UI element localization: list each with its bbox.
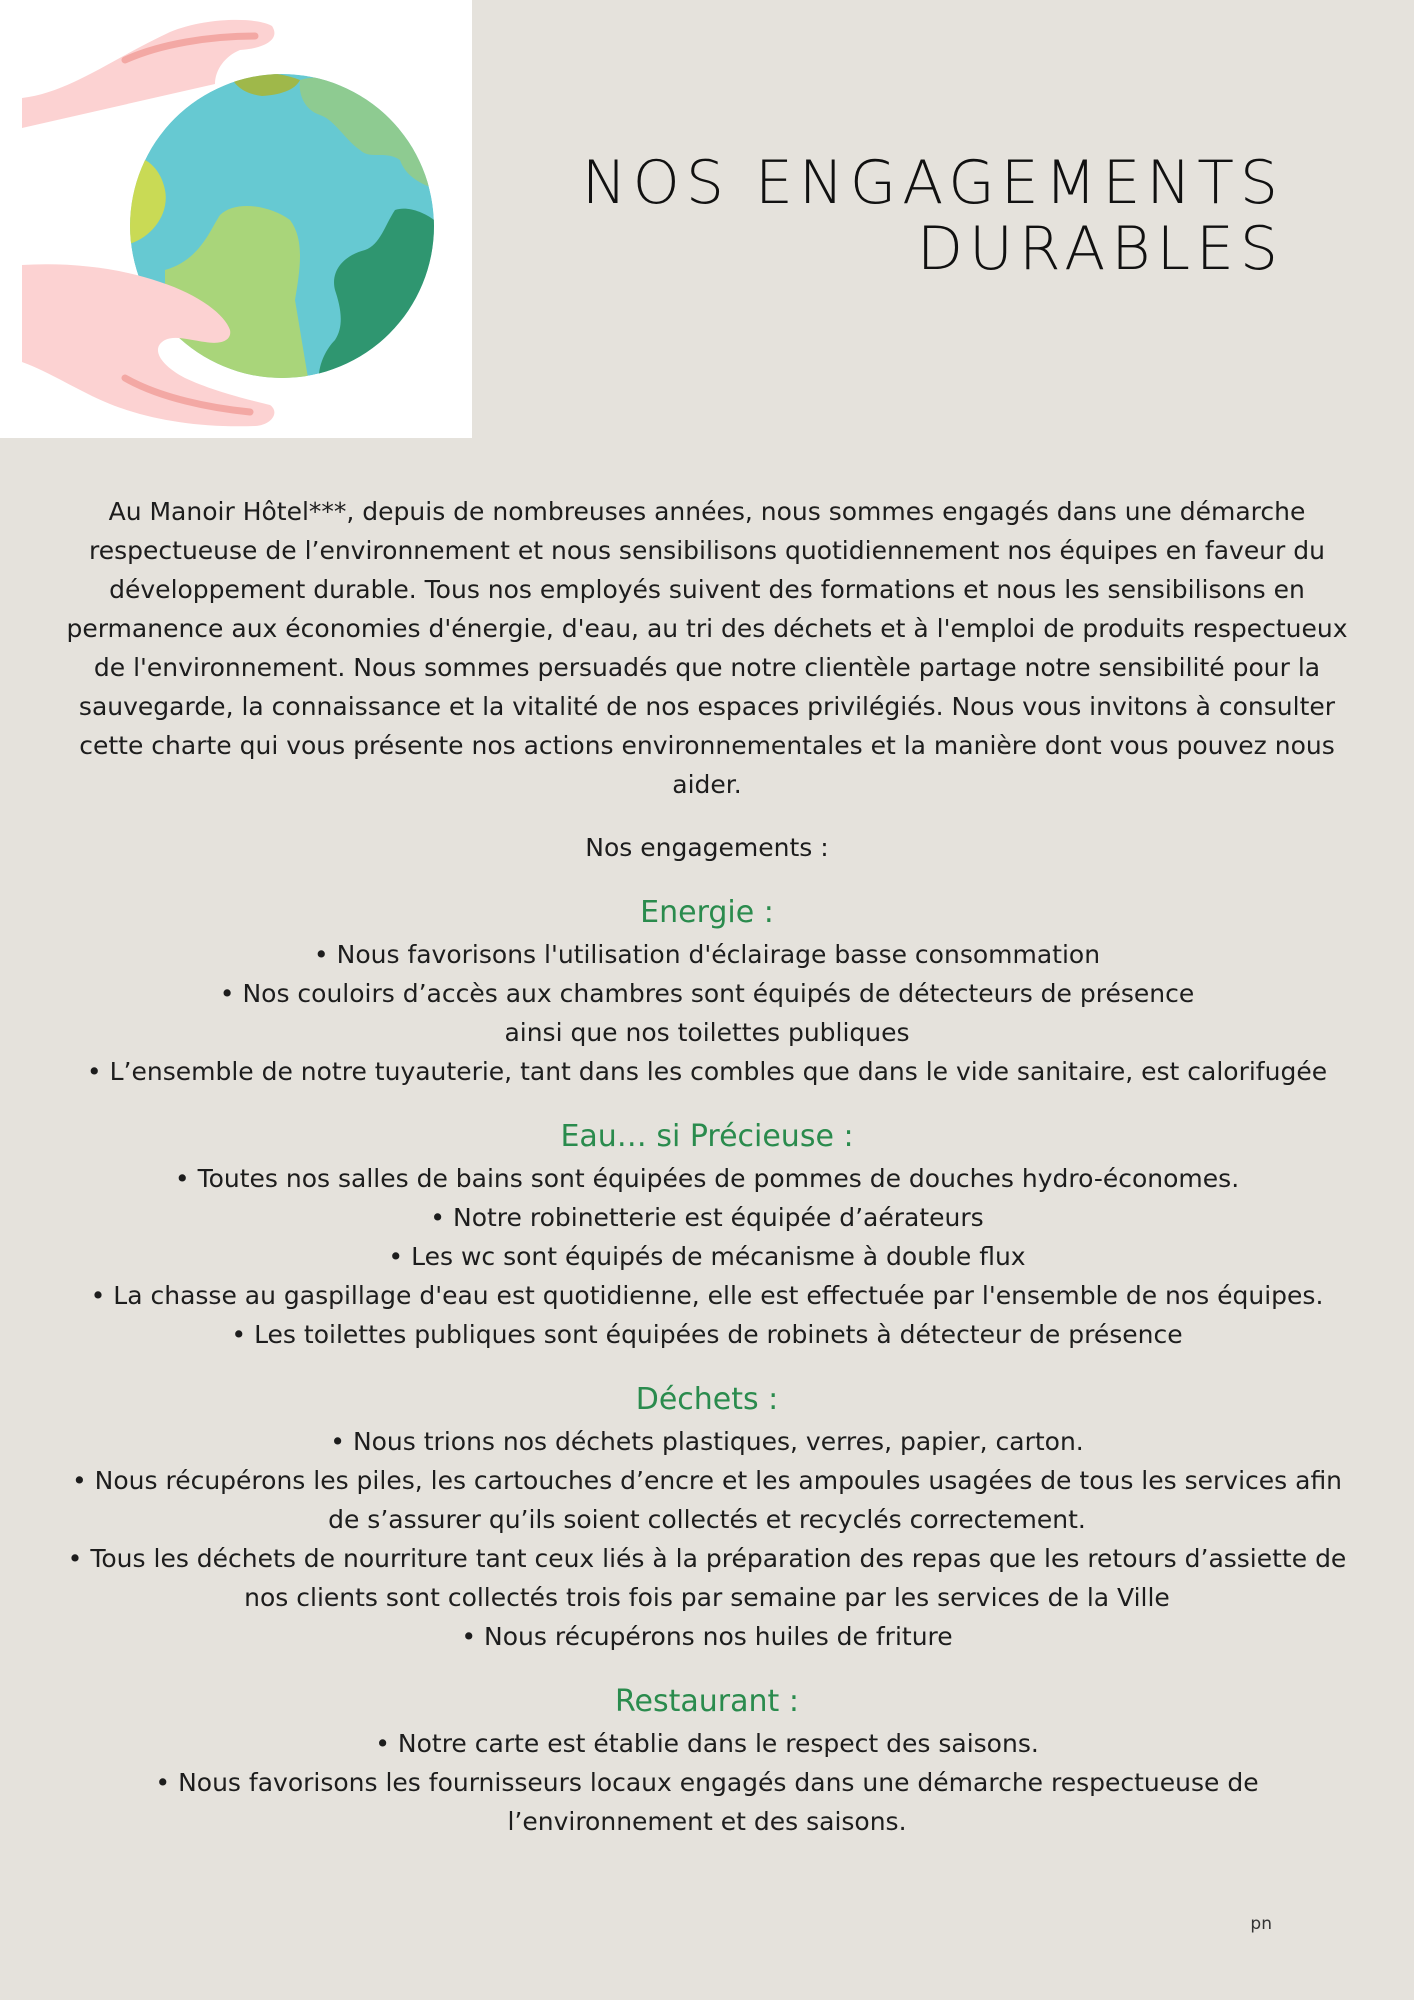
main-content — [60, 492, 1354, 1865]
list-item — [187, 974, 1227, 1052]
list-item: • Les wc sont équipés de mécanisme à double flux — [60, 1237, 1354, 1276]
list-item: • Nous récupérons les piles, les cartouches d’encre et les ampoules usagées de tous les services afin de s’assurer qu’ils soient collectés et recyclés correctement. — [60, 1461, 1354, 1539]
list-item: • La chasse au gaspillage d'eau est quotidienne, elle est effectuée par l'ensemble de nos équipes. — [60, 1276, 1354, 1315]
list-item: • Toutes nos salles de bains sont équipées de pommes de douches hydro-économes. — [60, 1159, 1354, 1198]
list-item: • Nous trions nos déchets plastiques, verres, papier, carton. — [60, 1422, 1354, 1461]
list-item: • Nous favorisons les fournisseurs locaux engagés dans une démarche respectueuse de l’environnement et des saisons. — [60, 1763, 1354, 1841]
section-energie — [60, 891, 1354, 1091]
list-item: • L’ensemble de notre tuyauterie, tant dans les combles que dans le vide sanitaire, est calorifugée — [60, 1052, 1354, 1091]
page-title — [582, 150, 1284, 282]
hero-illustration — [0, 0, 472, 438]
section-heading: Energie : — [640, 895, 774, 930]
list-item: • Notre carte est établie dans le respect des saisons. — [60, 1724, 1354, 1763]
list-item-text: Nos couloirs d’accès aux chambres sont équipés de détecteurs de présence ainsi que nos toilettes publiques — [242, 979, 1195, 1047]
section-heading: Déchets : — [635, 1382, 779, 1417]
engagements-label: Nos engagements : — [585, 833, 829, 862]
list-item: • Nous favorisons l'utilisation d'éclairage basse consommation — [60, 935, 1354, 974]
section-heading: Eau… si Précieuse : — [560, 1119, 854, 1154]
list-item: • Les toilettes publiques sont équipées de robinets à détecteur de présence — [60, 1315, 1354, 1354]
intro-paragraph: Au Manoir Hôtel***, depuis de nombreuses années, nous sommes engagés dans une démarche respectueuse de l’environnement et nous sensibilisons quotidiennement nos équipes en faveur du développement durable. Tous nos employés suivent des formations et nous les sensibilisons en permanence aux économies d'énergie, d'eau, au tri des déchets et à l'emploi de produits respectueux de l'environnement. Nous sommes persuadés que notre clientèle partage notre sensibilité pour la sauvegarde, la connaissance et la vitalité de nos espaces privilégiés. Nous vous invitons à consulter cette charte qui vous présente nos actions environnementales et la manière dont vous pouvez nous aider. — [66, 497, 1348, 799]
list-item: • Tous les déchets de nourriture tant ceux liés à la préparation des repas que les retours d’assiette de nos clients sont collectés trois fois par semaine par les services de la Ville — [60, 1539, 1354, 1617]
hands-holding-globe-icon — [0, 0, 472, 438]
list-item: • Notre robinetterie est équipée d’aérateurs — [60, 1198, 1354, 1237]
section-restaurant — [60, 1680, 1354, 1841]
list-item: • Nous récupérons nos huiles de friture — [60, 1617, 1354, 1656]
section-heading: Restaurant : — [615, 1684, 799, 1719]
title-line-1: NOS ENGAGEMENTS — [581, 148, 1284, 218]
section-dechets — [60, 1378, 1354, 1656]
title-line-2: DURABLES — [916, 214, 1284, 284]
footer-note: pn — [1250, 1914, 1272, 1934]
section-eau — [60, 1115, 1354, 1354]
